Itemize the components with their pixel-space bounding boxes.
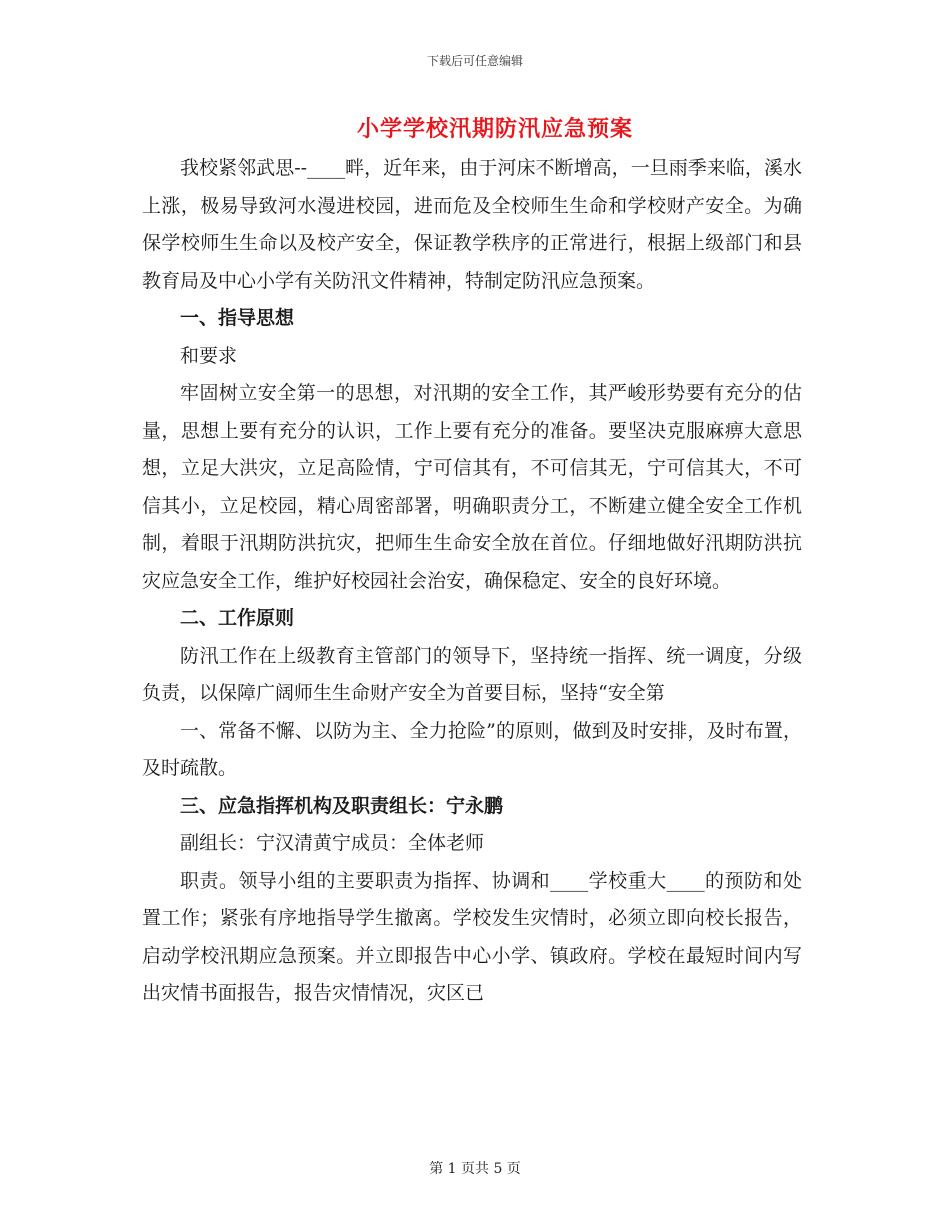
paragraph-guiding-ideology: 牢固树立安全第一的思想，对汛期的安全工作，其严峻形势要有充分的估量，思想上要有充分的认识，工作上要有充分的准备。要坚决克服麻痹大意思想，立足大洪灾，立足高险情，宁可信其有，不可信其无，宁可信其大，不可信其小，立足校园，精心周密部署，明确职责分工，不断建立健全安全工作机制，着眼于汛期防洪抗灾，把师生生命安全放在首位。仔细地做好汛期防洪抗灾应急安全工作，维护好校园社会治安，确保稳定、安全的良好环境。 xyxy=(142,382,802,592)
paragraph-work-principles: 防汛工作在上级教育主管部门的领导下，坚持统一指挥、统一调度，分级负责，以保障广阔师生生命财产安全为首要目标，坚持“安全第 xyxy=(142,644,802,704)
section-heading-command-structure: 三、应急指挥机构及职责组长：宁永鹏 xyxy=(180,794,504,817)
section-heading-guiding-ideology: 一、指导思想 xyxy=(180,307,295,329)
paragraph-responsibilities: 职责。领导小组的主要职责为指挥、协调和____学校重大____的预防和处置工作；紧张有序地指导学生撤离。学校发生灾情时，必须立即向校长报告，启动学校汛期应急预案。并立即报告中心小学、镇政府。学校在最短时间内写出灾情书面报告，报告灾情情况，灾区已 xyxy=(142,869,802,1004)
paragraph-principles-continued: 一、常备不懈、以防为主、全力抢险”的原则，做到及时安排，及时布置，及时疏散。 xyxy=(142,719,802,779)
document-title: 小学学校汛期防汛应急预案 xyxy=(356,116,633,142)
section-heading-work-principles: 二、工作原则 xyxy=(180,607,295,629)
intro-paragraph: 我校紧邻武思--____畔，近年来，由于河床不断增高，一旦雨季来临，溪水上涨，极易导致河水漫进校园，进而危及全校师生生命和学校财产安全。为确保学校师生生命以及校产安全，保证教学秩序的正常进行，根据上级部门和县教育局及中心小学有关防汛文件精神，特制定防汛应急预案。 xyxy=(142,157,802,292)
paragraph-requirements-label: 和要求 xyxy=(180,344,238,367)
page-indicator: 第 1 页共 5 页 xyxy=(429,1161,521,1177)
document-body xyxy=(142,150,802,1013)
header-note: 下载后可任意编辑 xyxy=(426,54,523,68)
paragraph-deputy-leaders: 副组长：宁汉清黄宁成员：全体老师 xyxy=(180,832,485,854)
